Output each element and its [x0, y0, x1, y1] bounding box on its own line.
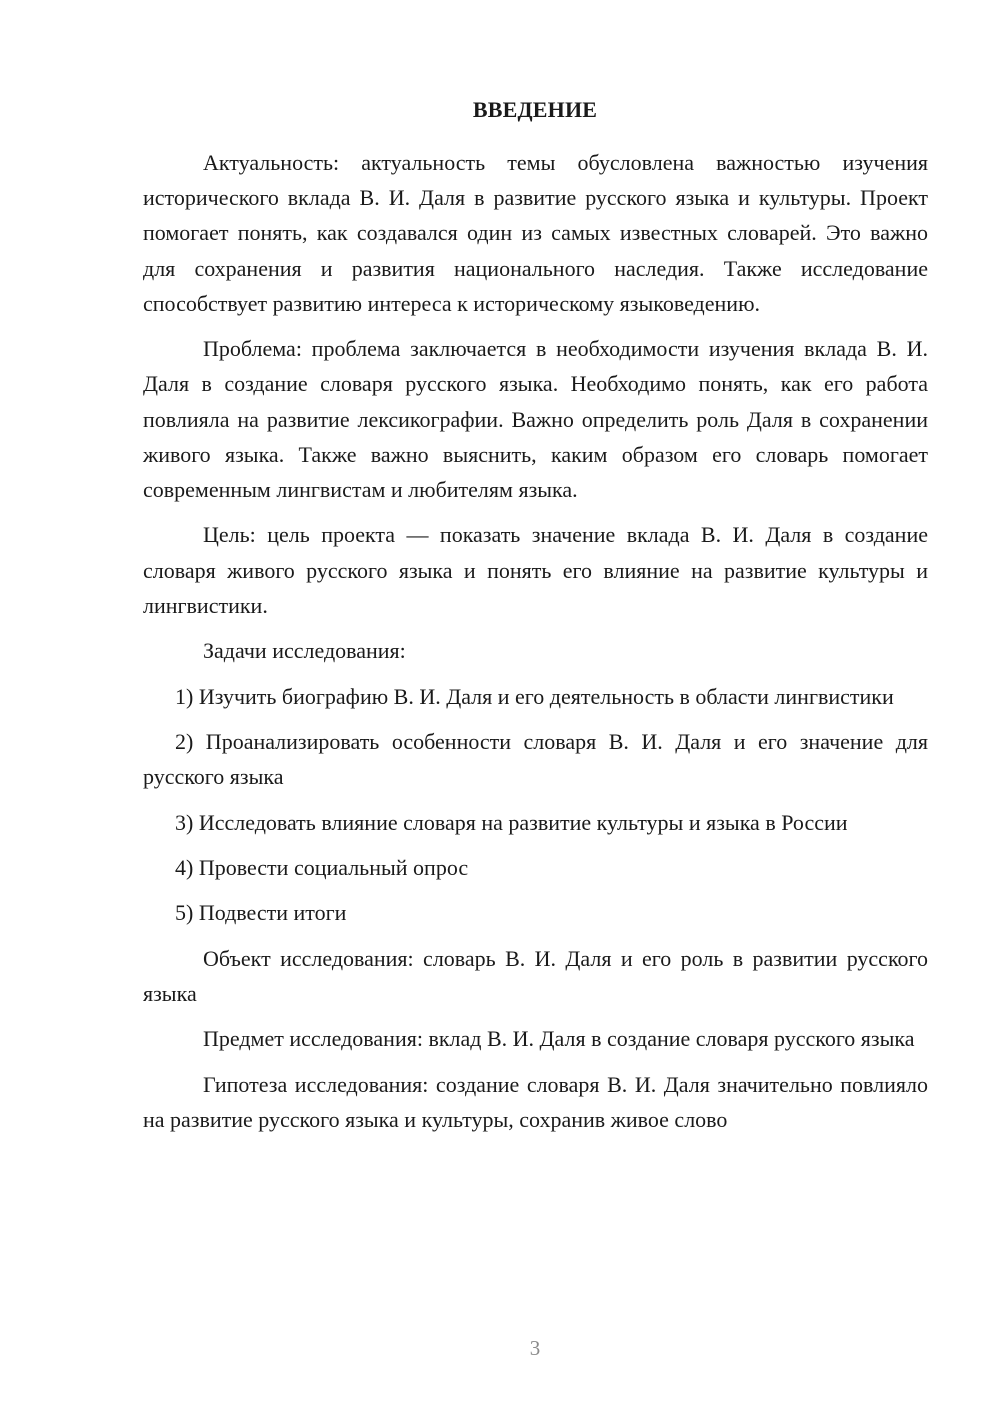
- paragraph-subject: Предмет исследования: вклад В. И. Даля в создание словаря русского языка: [203, 1026, 915, 1052]
- paragraph-tasks-heading: Задачи исследования:: [203, 638, 406, 664]
- page-number: 3: [529, 1336, 541, 1360]
- paragraph-problem: Проблема: проблема заключается в необходимости изучения вклада В. И. Даля в создание словаря русского языка. Необходимо понять, как его работа повлияла на развитие лексикографии. Важно определить роль Даля в сохранении живого языка. Также важно выяснить, каким образом его словарь помогает современным лингвистам и любителям языка.: [143, 336, 928, 503]
- paragraph-relevance: Актуальность: актуальность темы обусловлена важностью изучения исторического вклада В. И. Даля в развитие русского языка и культуры. Проект помогает понять, как создавался один из самых известных словарей. Это важно для сохранения и развития национального наследия. Также исследование способствует развитию интереса к историческому языковедению.: [143, 150, 928, 316]
- task-item-1: 1) Изучить биографию В. И. Даля и его деятельность в области лингвистики: [175, 683, 894, 709]
- task-item-3: 3) Исследовать влияние словаря на развитие культуры и языка в России: [175, 809, 848, 835]
- paragraph-object: Объект исследования: словарь В. И. Даля и его роль в развитии русского языка: [143, 945, 928, 1006]
- page-title: ВВЕДЕНИЕ: [472, 97, 598, 122]
- document-body: [143, 145, 928, 1147]
- task-item-2: 2) Проанализировать особенности словаря В. И. Даля и его значение для русского языка: [143, 728, 928, 790]
- paragraph-goal: Цель: цель проекта — показать значение вклада В. И. Даля в создание словаря живого русского языка и понять его влияние на развитие культуры и лингвистики.: [143, 522, 928, 618]
- paragraph-hypothesis: Гипотеза исследования: создание словаря В. И. Даля значительно повлияло на развитие русского языка и культуры, сохранив живое слово: [143, 1071, 928, 1132]
- task-item-4: 4) Провести социальный опрос: [175, 854, 469, 880]
- task-item-5: 5) Подвести итоги: [175, 900, 347, 926]
